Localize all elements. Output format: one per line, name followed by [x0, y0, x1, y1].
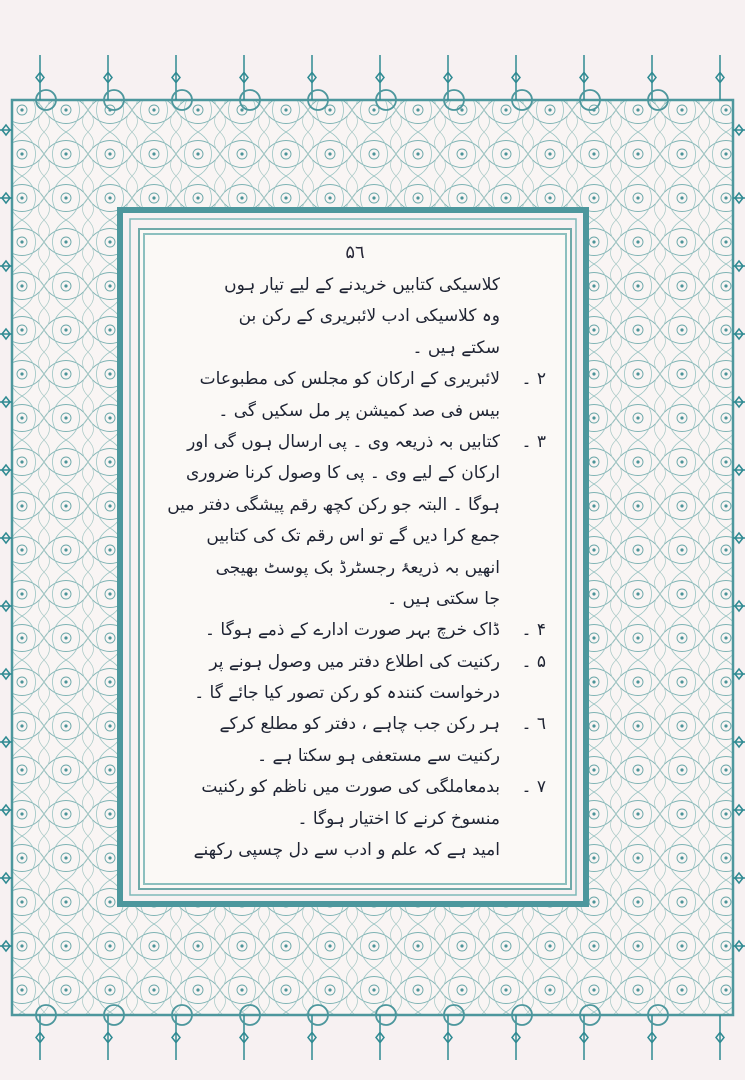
text-line — [162, 615, 546, 646]
text-line — [162, 741, 546, 772]
line-text: وہ کلاسیکی ادب لائبریری کے رکن بن — [238, 306, 500, 327]
line-text: کتابیں بہ ذریعہ وی ۔ پی ارسال ہوں گی اور — [187, 431, 500, 452]
page-number: ۵٦ — [345, 242, 365, 263]
text-line — [162, 396, 546, 427]
text-line — [162, 427, 546, 458]
line-text: سکتے ہیں ۔ — [412, 337, 500, 358]
line-text: جمع کرا دیں گے تو اس رقم تک کی کتابیں — [206, 526, 500, 547]
text-line — [162, 804, 546, 835]
text-line — [162, 553, 546, 584]
line-text: ہر رکن جب چاہے ، دفتر کو مطلع کرکے — [219, 714, 500, 735]
text-line — [162, 333, 546, 364]
line-text: امید ہے کہ علم و ادب سے دل چسپی رکھنے — [193, 840, 500, 861]
text-line — [162, 584, 546, 615]
text-line — [162, 835, 546, 866]
text-line — [162, 458, 546, 489]
line-text: انھیں بہ ذریعۂ رجسٹرڈ بک پوسٹ بھیجی — [215, 557, 500, 578]
item-number: ۵ ۔ — [521, 651, 546, 672]
item-number: ٦ ۔ — [521, 714, 546, 735]
item-number: ۲ ۔ — [521, 369, 546, 390]
text-panel — [138, 228, 572, 890]
text-line — [162, 647, 546, 678]
line-text: رکنیت سے مستعفی ہو سکتا ہے ۔ — [257, 745, 500, 766]
item-number: ۷ ۔ — [521, 777, 546, 798]
line-text: بیس فی صد کمیشن پر مل سکیں گی ۔ — [218, 400, 500, 421]
line-text: لائبریری کے ارکان کو مجلس کی مطبوعات — [199, 369, 500, 390]
line-text: بدمعاملگی کی صورت میں ناظم کو رکنیت — [201, 777, 500, 798]
text-line — [162, 678, 546, 709]
text-line — [162, 521, 546, 552]
text-line — [162, 490, 546, 521]
line-text: ہوگا ۔ البتہ جو رکن کچھ رقم پیشگی دفتر میں — [167, 494, 500, 515]
text-line — [162, 301, 546, 332]
text-line — [162, 772, 546, 803]
item-number: ۳ ۔ — [521, 431, 546, 452]
item-number: ۴ ۔ — [521, 620, 546, 641]
line-text: منسوخ کرنے کا اختیار ہوگا ۔ — [297, 808, 500, 829]
line-text: رکنیت کی اطلاع دفتر میں وصول ہونے پر — [209, 651, 500, 672]
line-text: درخواست کنندہ کو رکن تصور کیا جائے گا ۔ — [194, 683, 500, 704]
text-line — [162, 270, 546, 301]
line-text: ڈاک خرچ بہر صورت ادارے کے ذمے ہوگا ۔ — [205, 620, 500, 641]
text-body — [162, 270, 546, 866]
text-line — [162, 709, 546, 740]
line-text: ارکان کے لیے وی ۔ پی کا وصول کرنا ضروری — [185, 463, 500, 484]
text-line — [162, 364, 546, 395]
line-text: جا سکتی ہیں ۔ — [387, 588, 500, 609]
line-text: کلاسیکی کتابیں خریدنے کے لیے تیار ہوں — [224, 275, 500, 295]
